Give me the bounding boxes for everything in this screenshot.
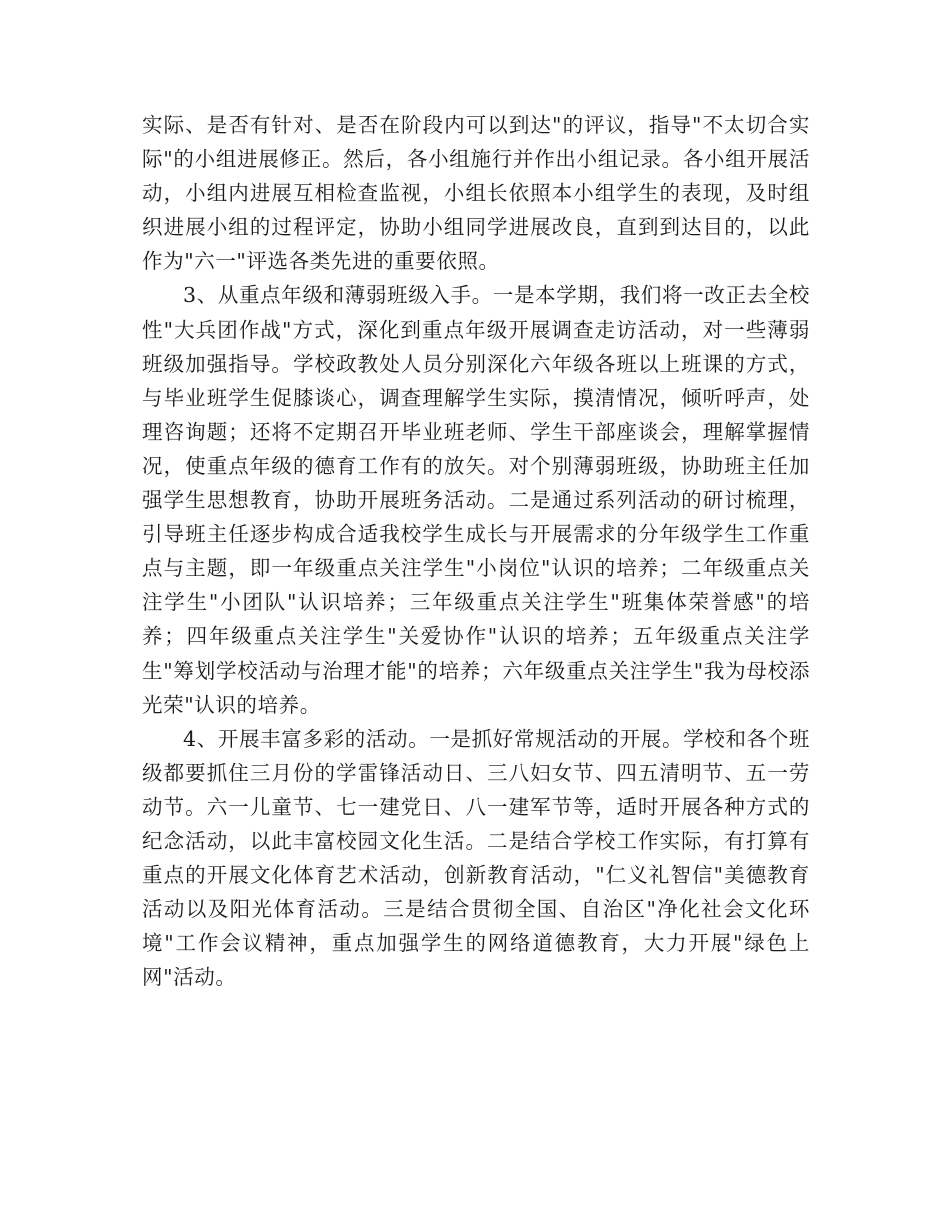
paragraph-1: 实际、是否有针对、是否在阶段内可以到达"的评议，指导"不太切合实际"的小组进展修正。然后，各小组施行并作出小组记录。各小组开展活动，小组内进展互相检查监视，小组长依照本小组学生的表现，及时组织进展小组的过程评定，协助小组同学进展改良，直到到达目的，以此作为"六一"评选各类先进的重要依照。 xyxy=(142,113,810,274)
paragraph-3: 4、开展丰富多彩的活动。一是抓好常规活动的开展。学校和各个班级都要抓住三月份的学雷锋活动日、三八妇女节、四五清明节、五一劳动节。六一儿童节、七一建党日、八一建军节等，适时开展各种方式的纪念活动，以此丰富校园文化生活。二是结合学校工作实际，有打算有重点的开展文化体育艺术活动，创新教育活动，"仁义礼智信"美德教育活动以及阳光体育活动。三是结合贯彻全国、自治区"净化社会文化环境"工作会议精神，重点加强学生的网络道德教育，大力开展"绿色上网"活动。 xyxy=(142,726,810,990)
document-body xyxy=(142,108,810,994)
paragraph-2: 3、从重点年级和薄弱班级入手。一是本学期，我们将一改正去全校性"大兵团作战"方式，深化到重点年级开展调查走访活动，对一些薄弱班级加强指导。学校政教处人员分别深化六年级各班以上班课的方式，与毕业班学生促膝谈心，调查理解学生实际，摸清情况，倾听呼声，处理咨询题；还将不定期召开毕业班老师、学生干部座谈会，理解掌握情况，使重点年级的德育工作有的放矢。对个别薄弱班级，协助班主任加强学生思想教育，协助开展班务活动。二是通过系列活动的研讨梳理，引导班主任逐步构成合适我校学生成长与开展需求的分年级学生工作重点与主题，即一年级重点关注学生"小岗位"认识的培养；二年级重点关注学生"小团队"认识培养；三年级重点关注学生"班集体荣誉感"的培养；四年级重点关注学生"关爱协作"认识的培养；五年级重点关注学生"筹划学校活动与治理才能"的培养；六年级重点关注学生"我为母校添光荣"认识的培养。 xyxy=(142,283,810,717)
